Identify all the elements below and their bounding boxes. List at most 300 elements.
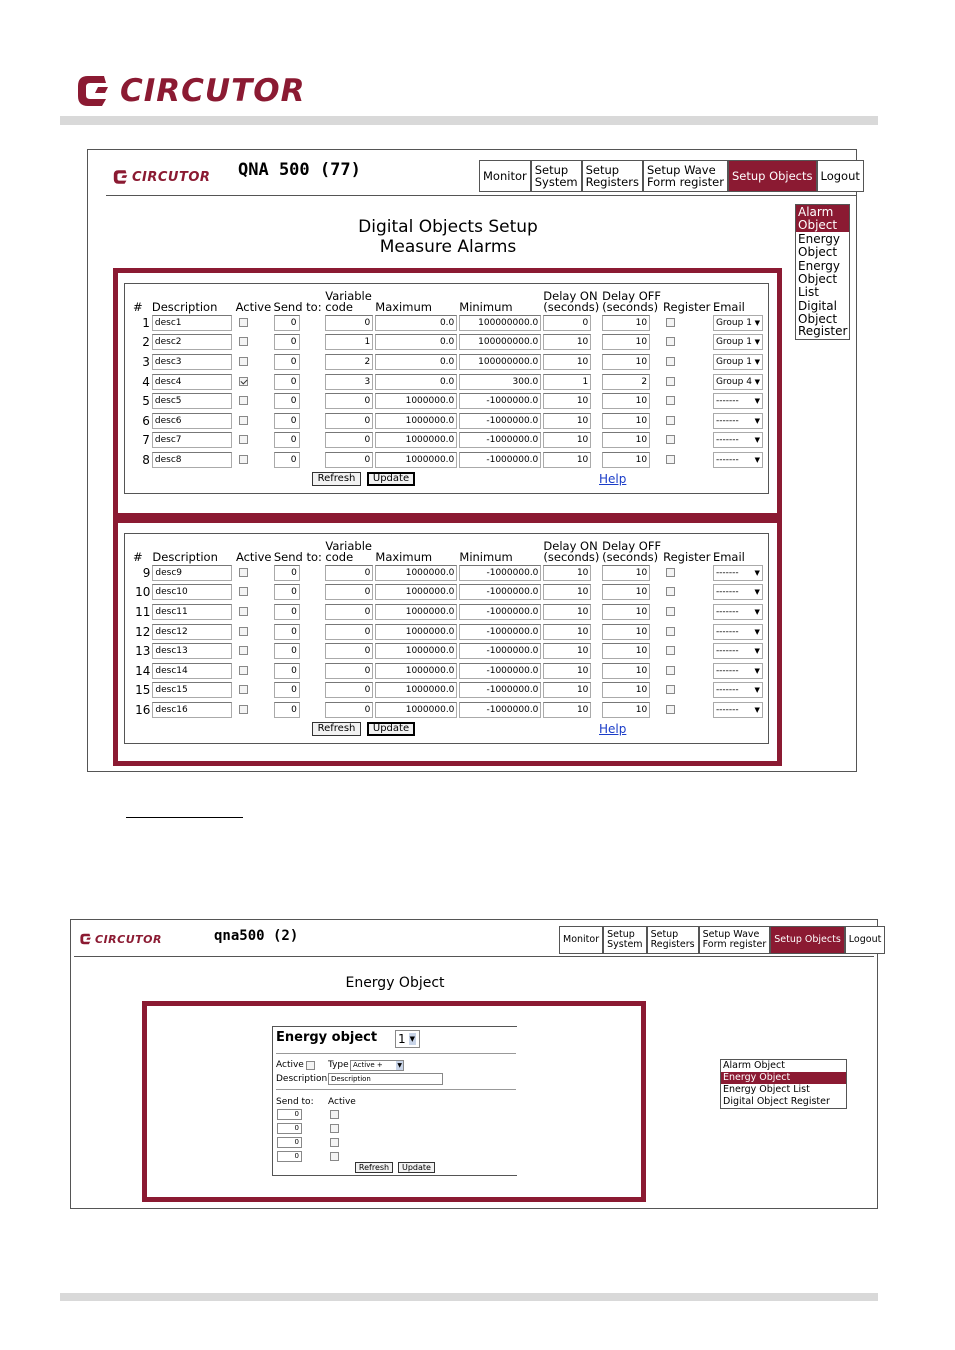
delay-on-cell [542,622,601,642]
minimum-cell [458,372,542,392]
variable-code-cell [324,411,374,431]
object-sidebar [795,204,850,340]
active-checkbox[interactable] [239,318,248,327]
table-row [132,411,764,431]
send-active-checkbox[interactable] [330,1152,339,1161]
variable-code-input[interactable]: 0 [325,393,373,409]
send-to-cell [273,641,325,661]
refresh-button[interactable]: Refresh [312,472,361,486]
delay-off-input[interactable]: 10 [602,452,650,468]
register-checkbox[interactable] [666,666,675,675]
variable-code-input[interactable]: 0 [325,604,373,620]
register-checkbox[interactable] [666,607,675,616]
send-to-input[interactable]: 0 [274,334,300,350]
minimum-input[interactable]: 100000000.0 [459,315,541,331]
col-delay-on: Delay ON (seconds) [543,289,600,314]
delay-on-cell [542,700,601,720]
minimum-cell [458,681,542,701]
active-checkbox[interactable] [239,607,248,616]
active-cell [235,431,273,451]
maximum-input[interactable]: 1000000.0 [375,624,457,640]
active-checkbox[interactable] [239,705,248,714]
delay-off-input[interactable]: 10 [602,702,650,718]
active-cell [235,391,273,411]
description-cell [151,563,235,583]
delay-off-input[interactable]: 10 [602,663,650,679]
send-to-input[interactable]: 0 [274,663,300,679]
email-select[interactable]: ------- ▼ [713,624,763,640]
delay-off-input[interactable]: 10 [602,604,650,620]
minimum-input[interactable]: -1000000.0 [459,604,541,620]
nav-monitor[interactable]: Monitor [479,160,531,192]
dropdown-arrow-icon: ▼ [754,397,760,406]
delay-off-input[interactable]: 10 [602,432,650,448]
delay-off-input[interactable]: 10 [602,643,650,659]
email-select[interactable]: ------- ▼ [713,393,763,409]
circutor-logo-icon [79,932,93,946]
nav-logout[interactable]: Logout [845,926,886,954]
delay-on-input[interactable]: 0 [543,315,591,331]
maximum-cell [374,641,458,661]
nav-setup-waveform[interactable]: Setup Wave Form register [699,926,771,954]
delay-on-input[interactable]: 10 [543,663,591,679]
description-input[interactable]: desc5 [152,393,232,409]
register-cell [662,563,712,583]
form-divider [276,1053,516,1054]
minimum-input[interactable]: -1000000.0 [459,565,541,581]
email-cell [712,641,764,661]
description-input[interactable]: desc13 [152,643,232,659]
active-checkbox[interactable] [239,685,248,694]
active-checkbox[interactable] [239,377,248,386]
active-cell [235,352,273,372]
minimum-input[interactable]: 100000000.0 [459,354,541,370]
send-to-input[interactable]: 0 [277,1109,302,1120]
minimum-cell [458,313,542,333]
minimum-input[interactable]: -1000000.0 [459,393,541,409]
nav-setup-objects[interactable]: Setup Objects [770,926,845,954]
col-num: # [133,300,143,314]
register-cell [662,313,712,333]
variable-code-input[interactable]: 0 [325,315,373,331]
send-to-input[interactable]: 0 [274,702,300,718]
nav-setup-system[interactable]: Setup System [603,926,646,954]
email-select[interactable]: ------- ▼ [713,682,763,698]
variable-code-input[interactable]: 0 [325,663,373,679]
send-to-input[interactable]: 0 [277,1137,302,1148]
minimum-input[interactable]: -1000000.0 [459,584,541,600]
delay-off-input[interactable]: 10 [602,682,650,698]
delay-off-input[interactable]: 10 [602,624,650,640]
maximum-input[interactable]: 1000000.0 [375,584,457,600]
minimum-input[interactable]: -1000000.0 [459,663,541,679]
sidebar-item-energy-object[interactable]: Energy Object [721,1072,846,1084]
refresh-button[interactable]: Refresh [355,1162,393,1173]
send-to-cell [273,602,325,622]
minimum-input[interactable]: -1000000.0 [459,702,541,718]
description-cell [151,622,235,642]
send-active-checkbox[interactable] [330,1124,339,1133]
delay-off-input[interactable]: 2 [602,374,650,390]
delay-off-input[interactable]: 10 [602,393,650,409]
active-checkbox[interactable] [239,627,248,636]
register-checkbox[interactable] [666,416,675,425]
send-to-input[interactable]: 0 [277,1123,302,1134]
sidebar-item-digital-object-register[interactable]: Digital Object Register [723,1095,830,1107]
minimum-input[interactable]: -1000000.0 [459,643,541,659]
delay-on-cell [542,583,601,603]
delay-on-cell [542,372,601,392]
send-to-cell [273,411,325,431]
minimum-cell [458,563,542,583]
description-input[interactable]: desc16 [152,702,232,718]
sidebar-item-energy-object-list[interactable]: Energy Object List [723,1083,810,1095]
delay-off-input[interactable]: 10 [602,565,650,581]
nav-setup-waveform[interactable]: Setup Wave Form register [643,160,728,192]
email-select[interactable]: Group 1 ▼ [713,334,763,350]
row-number: 10 [135,585,151,600]
send-to-input[interactable]: 0 [274,624,300,640]
row-number: 13 [135,644,151,659]
minimum-input[interactable]: 300.0 [459,374,541,390]
delay-off-cell [601,313,662,333]
dropdown-arrow-icon: ▼ [409,1035,416,1043]
nav-setup-objects[interactable]: Setup Objects [728,160,817,192]
maximum-input[interactable]: 1000000.0 [375,702,457,718]
email-cell [712,622,764,642]
description-input[interactable]: desc10 [152,584,232,600]
active-checkbox[interactable] [239,357,248,366]
row-number: 1 [142,315,150,330]
type-select[interactable]: Active + ▼ [350,1060,404,1071]
maximum-input[interactable]: 0.0 [375,354,457,370]
description-input[interactable]: desc14 [152,663,232,679]
description-input[interactable]: desc1 [152,315,232,331]
maximum-input[interactable]: 1000000.0 [375,682,457,698]
maximum-cell [374,431,458,451]
update-button[interactable]: Update [367,472,415,486]
description-input[interactable]: desc11 [152,604,232,620]
active-checkbox[interactable] [239,587,248,596]
send-to-input[interactable]: 0 [274,584,300,600]
description-input[interactable]: Description [328,1073,443,1085]
register-checkbox[interactable] [666,705,675,714]
alarm-panel-1 [113,268,782,518]
help-link[interactable]: Help [599,722,627,736]
description-cell [151,431,235,451]
minimum-cell [458,583,542,603]
active-checkbox[interactable] [239,416,248,425]
table-row [132,352,764,372]
description-input[interactable]: desc7 [152,432,232,448]
register-cell [662,641,712,661]
delay-on-cell [542,313,601,333]
update-button[interactable]: Update [398,1162,435,1173]
maximum-input[interactable]: 0.0 [375,374,457,390]
email-select[interactable]: ------- ▼ [713,663,763,679]
table-row [132,450,764,470]
table-row [132,431,764,451]
send-active-checkbox[interactable] [330,1138,339,1147]
col-description: Description [152,550,218,564]
sidebar-item-digital-object-register[interactable]: Digital Object Register [798,299,848,339]
delay-off-input[interactable]: 10 [602,413,650,429]
delay-on-input[interactable]: 10 [543,604,591,620]
refresh-button[interactable]: Refresh [312,722,361,736]
nav-logout[interactable]: Logout [817,160,864,192]
delay-on-input[interactable]: 10 [543,702,591,718]
active-checkbox[interactable] [239,646,248,655]
update-button[interactable]: Update [367,722,415,736]
register-checkbox[interactable] [666,568,675,577]
variable-code-input[interactable]: 0 [325,432,373,448]
description-label: Description [276,1074,328,1084]
delay-on-input[interactable]: 10 [543,682,591,698]
active-checkbox[interactable] [239,337,248,346]
description-input[interactable]: desc9 [152,565,232,581]
send-to-label: Send to: [276,1097,314,1107]
col-maximum: Maximum [375,300,432,314]
delay-on-input[interactable]: 10 [543,334,591,350]
minimum-cell [458,411,542,431]
minimum-cell [458,602,542,622]
email-cell [712,391,764,411]
description-input[interactable]: desc15 [152,682,232,698]
maximum-cell [374,602,458,622]
variable-code-input[interactable]: 3 [325,374,373,390]
minimum-cell [458,641,542,661]
email-cell [712,563,764,583]
email-select[interactable]: Group 4 ▼ [713,374,763,390]
variable-code-input[interactable]: 0 [325,643,373,659]
send-to-input[interactable]: 0 [274,604,300,620]
description-input[interactable]: desc8 [152,452,232,468]
register-cell [662,333,712,353]
nav-monitor[interactable]: Monitor [559,926,603,954]
email-select[interactable]: Group 1 ▼ [713,315,763,331]
minimum-input[interactable]: -1000000.0 [459,413,541,429]
active-checkbox[interactable] [239,396,248,405]
email-select[interactable]: ------- ▼ [713,584,763,600]
description-input[interactable]: desc2 [152,334,232,350]
table-row [132,602,764,622]
email-select[interactable]: ------- ▼ [713,565,763,581]
app-logo [79,932,162,946]
send-to-input[interactable]: 0 [277,1151,302,1162]
register-checkbox[interactable] [666,377,675,386]
active-checkbox[interactable] [239,568,248,577]
send-to-input[interactable]: 0 [274,354,300,370]
maximum-input[interactable]: 1000000.0 [375,663,457,679]
variable-code-input[interactable]: 1 [325,334,373,350]
maximum-input[interactable]: 1000000.0 [375,604,457,620]
active-cell [235,333,273,353]
delay-on-input[interactable]: 1 [543,374,591,390]
maximum-input[interactable]: 1000000.0 [375,565,457,581]
maximum-input[interactable]: 1000000.0 [375,452,457,468]
row-number: 7 [142,433,150,448]
maximum-input[interactable]: 1000000.0 [375,393,457,409]
sidebar-item-energy-object-list[interactable]: Energy Object List [798,259,841,299]
send-to-input[interactable]: 0 [274,393,300,409]
send-active-checkbox[interactable] [330,1110,339,1119]
maximum-input[interactable]: 0.0 [375,315,457,331]
send-to-cell [273,583,325,603]
delay-on-input[interactable]: 10 [543,643,591,659]
delay-on-input[interactable]: 10 [543,624,591,640]
delay-on-input[interactable]: 10 [543,354,591,370]
send-to-input[interactable]: 0 [274,374,300,390]
variable-code-input[interactable]: 0 [325,452,373,468]
variable-code-input[interactable]: 2 [325,354,373,370]
email-select[interactable]: ------- ▼ [713,413,763,429]
send-to-cell [273,431,325,451]
email-select[interactable]: Group 1 ▼ [713,354,763,370]
dropdown-arrow-icon: ▼ [754,318,760,327]
table-row [132,622,764,642]
register-checkbox[interactable] [666,318,675,327]
send-to-input[interactable]: 0 [274,643,300,659]
email-select[interactable]: ------- ▼ [713,643,763,659]
nav-setup-registers[interactable]: Setup Registers [647,926,699,954]
register-checkbox[interactable] [666,685,675,694]
description-cell [151,313,235,333]
delay-on-input[interactable]: 10 [543,565,591,581]
variable-code-input[interactable]: 0 [325,565,373,581]
delay-on-input[interactable]: 10 [543,393,591,409]
delay-off-cell [601,583,662,603]
register-checkbox[interactable] [666,627,675,636]
dropdown-arrow-icon: ▼ [754,686,760,695]
dropdown-arrow-icon: ▼ [754,357,760,366]
delay-off-cell [601,602,662,622]
variable-code-cell [324,622,374,642]
send-to-cell [273,622,325,642]
send-to-cell [273,391,325,411]
help-link[interactable]: Help [599,472,627,486]
dropdown-arrow-icon: ▼ [754,705,760,714]
maximum-cell [374,391,458,411]
table-row [132,391,764,411]
variable-code-input[interactable]: 0 [325,682,373,698]
email-select[interactable]: ------- ▼ [713,432,763,448]
sidebar-item-alarm-object[interactable]: Alarm Object [723,1060,785,1071]
active-column-label: Active [328,1097,356,1107]
variable-code-cell [324,333,374,353]
description-cell [151,641,235,661]
register-checkbox[interactable] [666,396,675,405]
active-cell [235,602,273,622]
minimum-cell [458,700,542,720]
row-number: 5 [142,394,150,409]
col-num: # [133,550,143,564]
device-title: qna500 (2) [214,928,299,944]
sidebar-item-energy-object[interactable]: Energy Object [798,232,841,259]
nav-setup-registers[interactable]: Setup Registers [582,160,643,192]
delay-off-input[interactable]: 10 [602,334,650,350]
variable-code-input[interactable]: 0 [325,413,373,429]
send-to-input[interactable]: 0 [274,315,300,331]
active-checkbox[interactable] [239,435,248,444]
maximum-input[interactable]: 0.0 [375,334,457,350]
description-input[interactable]: desc4 [152,374,232,390]
register-checkbox[interactable] [666,337,675,346]
send-to-cell [273,700,325,720]
description-input[interactable]: desc3 [152,354,232,370]
email-select[interactable]: ------- ▼ [713,604,763,620]
sidebar-item-alarm-object[interactable]: Alarm Object [796,205,849,232]
email-cell [712,352,764,372]
alarm-panel-2 [113,518,782,766]
description-cell [151,602,235,622]
register-checkbox[interactable] [666,357,675,366]
active-checkbox[interactable] [239,455,248,464]
description-cell [151,681,235,701]
minimum-input[interactable]: -1000000.0 [459,432,541,448]
delay-on-input[interactable]: 10 [543,452,591,468]
table-row [132,583,764,603]
col-minimum: Minimum [459,300,513,314]
variable-code-input[interactable]: 0 [325,584,373,600]
minimum-input[interactable]: 100000000.0 [459,334,541,350]
active-checkbox[interactable] [306,1061,315,1070]
header-rule [60,116,878,125]
minimum-input[interactable]: -1000000.0 [459,452,541,468]
register-checkbox[interactable] [666,646,675,655]
register-checkbox[interactable] [666,587,675,596]
description-input[interactable]: desc12 [152,624,232,640]
maximum-cell [374,681,458,701]
maximum-cell [374,313,458,333]
circutor-logo-icon [74,71,114,111]
minimum-input[interactable]: -1000000.0 [459,682,541,698]
object-number-select[interactable]: 1 ▼ [395,1030,420,1048]
delay-on-input[interactable]: 10 [543,584,591,600]
nav-setup-system[interactable]: Setup System [531,160,582,192]
register-checkbox[interactable] [666,455,675,464]
send-to-input[interactable]: 0 [274,432,300,448]
maximum-input[interactable]: 1000000.0 [375,413,457,429]
table-row [132,563,764,583]
send-to-input[interactable]: 0 [274,682,300,698]
send-to-input[interactable]: 0 [274,413,300,429]
send-to-input[interactable]: 0 [274,565,300,581]
description-cell [151,411,235,431]
maximum-input[interactable]: 1000000.0 [375,643,457,659]
delay-on-cell [542,563,601,583]
maximum-input[interactable]: 1000000.0 [375,432,457,448]
send-to-cell [273,563,325,583]
variable-code-input[interactable]: 0 [325,624,373,640]
variable-code-input[interactable]: 0 [325,702,373,718]
delay-off-input[interactable]: 10 [602,584,650,600]
register-checkbox[interactable] [666,435,675,444]
active-cell [235,661,273,681]
send-to-input[interactable]: 0 [274,452,300,468]
register-cell [662,700,712,720]
delay-on-input[interactable]: 10 [543,413,591,429]
email-select[interactable]: ------- ▼ [713,702,763,718]
minimum-input[interactable]: -1000000.0 [459,624,541,640]
dropdown-arrow-icon: ▼ [754,666,760,675]
delay-off-input[interactable]: 10 [602,354,650,370]
description-input[interactable]: desc6 [152,413,232,429]
delay-off-input[interactable]: 10 [602,315,650,331]
email-select[interactable]: ------- ▼ [713,452,763,468]
delay-on-input[interactable]: 10 [543,432,591,448]
register-cell [662,431,712,451]
active-checkbox[interactable] [239,666,248,675]
